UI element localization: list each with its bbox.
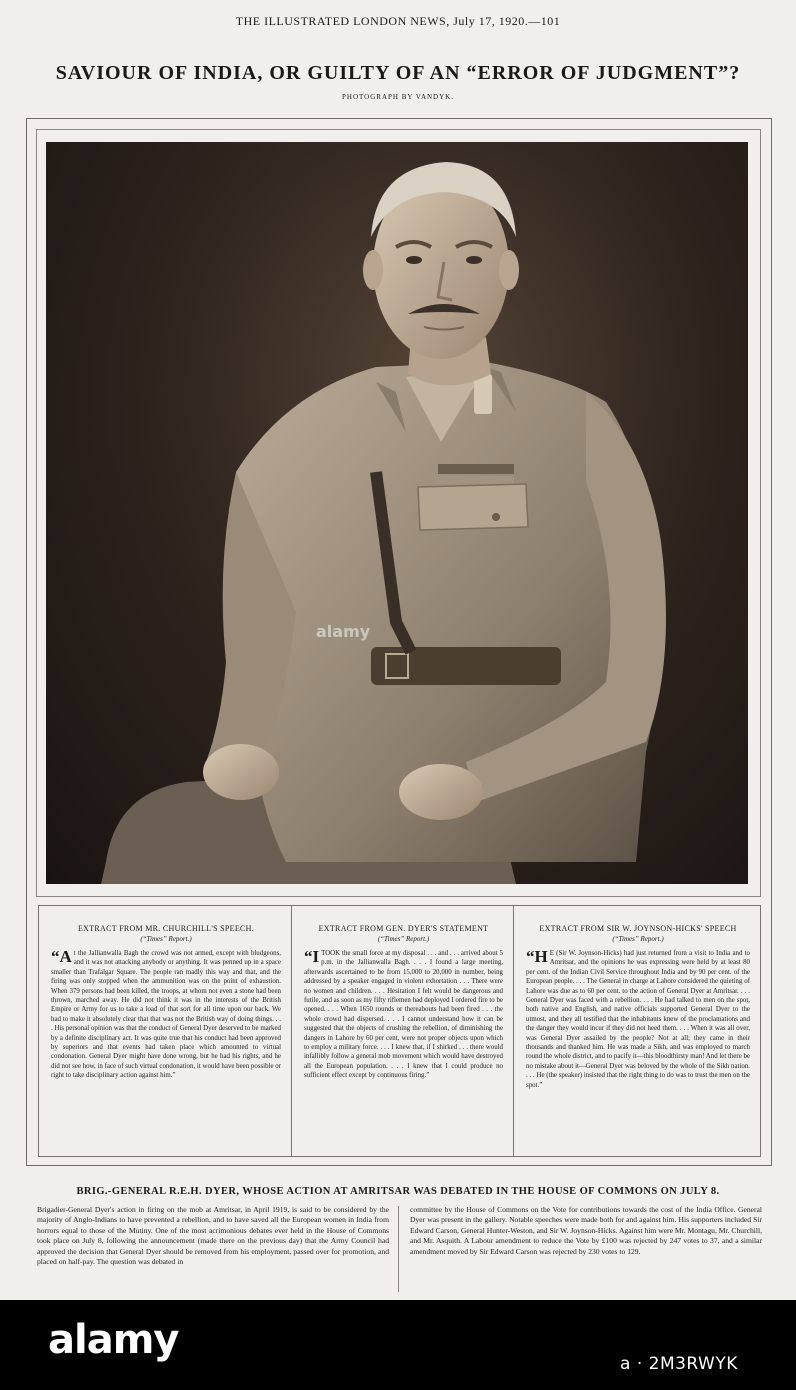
portrait-photograph: [46, 142, 748, 884]
dropcap: “A: [51, 947, 72, 966]
extract-text: t the Jallianwalla Bagh the crowd was not armed, except with bludgeons, and it was not attacking anybody or anything. It was penned up in a space smaller than Trafalgar Square. The people ran madly this way and that, and the firing was only stopped when the ammunition was on the point of exhaustion. When 379 persons had been killed, the troops, at whom not even a stone had been thrown, marched away. He did not think it was in the interests of the British Empire or Army for us to take a load of that sort for all time upon our back. We had to make it absolutely clear that that was not the British way of doing things. . . . His personal opinion was that the conduct of General Dyer deserved to be marked by a definite disciplinary act. It was quite true that his conduct had been approved by superiors and that events had taken place which amounted to virtual condonation. General Dyer might have done wrong, but he had his rights, and he did not see how, in face of such virtual condonation, it would have been possible or right to take disciplinary action against him.”: [51, 950, 281, 1080]
extract-dyer: [291, 906, 513, 1156]
speech-extracts: [38, 905, 761, 1157]
extract-subtitle: (“Times” Report.): [140, 935, 192, 943]
caption-heading: BRIG.-GENERAL R.E.H. DYER, WHOSE ACTION AT AMRITSAR WAS DEBATED IN THE HOUSE OF COMMONS ON JULY 8.: [76, 1186, 720, 1197]
extract-body: [304, 949, 503, 1081]
caption-right-column: committee by the House of Commons on the Vote for contributions towards the cost of the India Office. General Dyer was present in the gallery. Notable speeches were made both for and against him. His supporters included Sir Edward Carson, General Hunter-Weston, and Sir W. Joynson-Hicks. Against him were Mr. Montagu, Mr. Churchill, and Mr. Asquith. A Labour amendment to reduce the Vote by £100 was rejected by 247 votes to 37, and a similar amendment moved by Sir Edward Carson was rejected by 230 votes to 129.: [410, 1205, 762, 1256]
extract-title: EXTRACT FROM MR. CHURCHILL'S SPEECH.: [77, 924, 255, 933]
extract-churchill: [39, 906, 291, 1156]
photo-credit: PHOTOGRAPH BY VANDYK.: [342, 93, 454, 101]
extract-text: TOOK the small force at my disposal . . . and . . . arrived about 5 p.m. in the Jallianwalla Bagh. . . . I found a large meeting, afterwards ascertained to be from 15,000 to 20,000 in number, being addressed by a speaker engaged in violent exhortation . . . There were no women and children. . . . Hesitation I felt would be dangerous and futile, and as soon as my fifty riflemen had deployed I ordered fire to be opened. . . . When 1650 rounds or thereabouts had been fired . . . the whole crowd had dispersed. . . . I cannot understand how it can be suggested that the objects of crushing the rebellion, of diminishing the dangers in Lahore by 60 per cent, were not proper objects upon which to employ a military force. . . . I knew that, if I shirked . . . there would infallibly follow a general mob movement which would have destroyed all the European population. . . . I knew that I could produce no sufficient effect except by continuous firing.”: [304, 950, 503, 1080]
column-divider: [398, 1206, 399, 1292]
dropcap: “I: [304, 947, 320, 966]
extract-subtitle: (“Times” Report.): [612, 935, 664, 943]
image-id: a · 2M3RWYK: [620, 1354, 738, 1374]
alamy-logo: alamy: [48, 1317, 179, 1363]
extract-body: [51, 949, 281, 1081]
extract-title: EXTRACT FROM GEN. DYER'S STATEMENT: [318, 924, 489, 933]
portrait-illustration: [46, 142, 748, 884]
masthead: THE ILLUSTRATED LONDON NEWS, July 17, 1920.—101: [235, 14, 561, 28]
extract-body: [526, 949, 750, 1090]
extract-text: E (Sir W. Joynson-Hicks) had just returned from a visit to India and to Amritsar, and the opinions he was expressing were held by at least 80 per cent. of the Indian Civil Service throughout India and by 90 per cent. of the European people. . . . The General in charge at Lahore considered the quieting of Lahore was due as to 60 per cent. to the action of General Dyer at Amritsar. . . . General Dyer was faced with a rebellion. . . . He had talked to men on the spot, both native and English, and native officials supported General Dyer to the utmost, and they all testified that the inhabitants knew of the proclamations and the danger they would incur if they did not heed them. . . . When it was all over, was General Dyer assailed by the people? Not at all; they came in their thousands and thanked him. He was made a Sikh, and was employed to march round the whole district, and to pacify it—this bloodthirsty man! And let there be no mistake about it—General Dyer was beloved by the whole of the Sikh nation. . . . He (the speaker) insisted that the right thing to do was to trust the men on the spot.”: [526, 950, 750, 1089]
dropcap: “H: [526, 947, 548, 966]
extract-joynson-hicks: [513, 906, 760, 1156]
extract-title: EXTRACT FROM SIR W. JOYNSON-HICKS' SPEECH: [539, 924, 737, 933]
watermark: alamy: [316, 622, 371, 641]
caption-left-column: Brigadier-General Dyer's action in firing on the mob at Amritsar, in April 1919, is said to be considered by the majority of Anglo-Indians to have prevented a rebellion, and to have saved all the European women in India from horrors equal to those of the Mutiny. One of the most acrimonious debates ever held in the House of Commons took place on July 8, following the announcement (made there on the previous day) that the Army Council had approved the decision that General Dyer should be removed from his employment, passed over for promotion, and placed on half-pay. The question was debated in: [37, 1205, 389, 1267]
headline: SAVIOUR OF INDIA, OR GUILTY OF AN “ERROR OF JUDGMENT”?: [55, 62, 741, 84]
extract-subtitle: (“Times” Report.): [377, 935, 430, 943]
